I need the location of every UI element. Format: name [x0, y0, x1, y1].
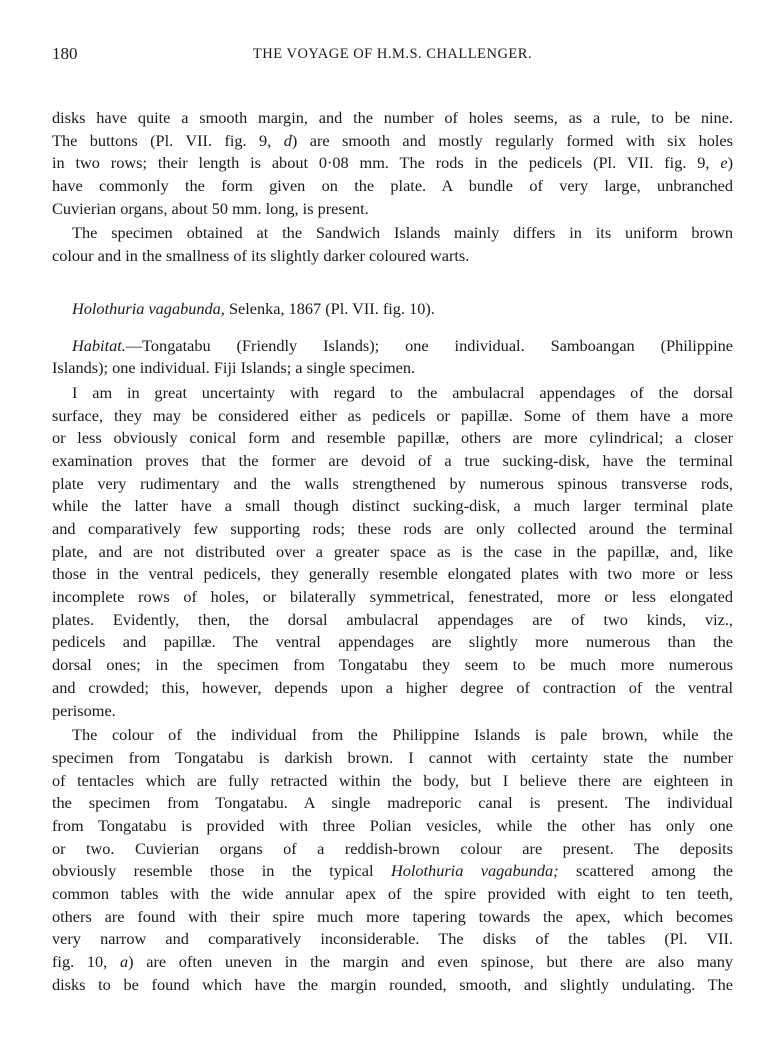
text-line	[52, 518, 733, 541]
italic-text: a	[119, 952, 129, 972]
text-segment: plates. Evidently, then, the dorsal ambulacral appendages are of two kinds, viz.,	[52, 609, 733, 629]
text-segment: colour and in the smallness of its slightly darker coloured warts.	[52, 246, 470, 266]
text-segment: The buttons (Pl. VII. fig. 9,	[52, 130, 284, 150]
text-segment: obviously resemble those in the typical	[52, 861, 391, 881]
text-line	[52, 724, 733, 747]
text-line	[52, 175, 733, 198]
text-segment: from Tongatabu is provided with three Polian vesicles, while the other has only one	[52, 815, 733, 835]
text-line	[52, 541, 733, 564]
running-header	[52, 44, 733, 66]
text-line	[52, 860, 733, 883]
text-line	[52, 815, 733, 838]
text-line	[52, 838, 733, 861]
text-line	[52, 495, 733, 518]
text-segment: very narrow and comparatively inconsiderable. The disks of the tables (Pl. VII.	[52, 929, 733, 949]
text-segment: examination proves that the former are devoid of a true sucking-disk, have the terminal	[52, 450, 733, 470]
text-line	[52, 951, 733, 974]
text-segment: )	[727, 153, 733, 173]
page-number: 180	[52, 44, 78, 63]
text-line	[52, 450, 733, 473]
page-body	[52, 107, 733, 996]
section-heading	[52, 298, 733, 321]
paragraph	[52, 107, 733, 220]
text-segment: ) are smooth and mostly regularly formed with six holes	[291, 130, 733, 150]
text-segment: and comparatively few supporting rods; these rods are only collected around the terminal	[52, 519, 733, 538]
text-segment: Cuvierian organs, about 50 mm. long, is present.	[52, 198, 369, 218]
text-segment: Islands); one individual. Fiji Islands; a single specimen.	[52, 358, 416, 378]
text-line	[52, 107, 733, 130]
text-segment: of tentacles which are fully retracted within the body, but I believe there are eighteen in	[52, 770, 733, 790]
text-segment: specimen from Tongatabu is darkish brown. I cannot with certainty state the number	[52, 747, 733, 767]
text-line	[52, 427, 733, 450]
text-segment: those in the ventral pedicels, they generally resemble elongated plates with two more or less	[52, 564, 733, 584]
text-segment: dorsal ones; in the specimen from Tongatabu they seem to be much more numerous	[52, 655, 733, 675]
italic-text: e	[720, 153, 728, 173]
text-segment: others are found with their spire much more tapering towards the apex, which becomes	[52, 906, 733, 926]
text-line	[52, 609, 733, 632]
text-line	[52, 198, 733, 221]
text-segment: the specimen from Tongatabu. A single madreporic canal is present. The individual	[52, 793, 733, 813]
text-line	[52, 473, 733, 496]
text-segment: incomplete rows of holes, or bilaterally symmetrical, fenestrated, more or less elongated	[52, 587, 733, 607]
italic-text: Holothuria vagabunda	[72, 298, 221, 318]
text-line	[52, 335, 733, 358]
text-segment: The colour of the individual from the Philippine Islands is pale brown, while the	[72, 725, 733, 745]
text-line	[52, 405, 733, 428]
text-line	[52, 357, 733, 380]
text-line	[52, 631, 733, 654]
running-title: THE VOYAGE OF H.M.S. CHALLENGER.	[252, 46, 533, 62]
text-line	[52, 222, 733, 245]
text-line	[52, 792, 733, 815]
text-segment: surface, they may be considered either as pedicels or papillæ. Some of them have a more	[52, 405, 733, 425]
text-line	[52, 654, 733, 677]
text-segment: plate, and are not distributed over a greater space as is the case in the papillæ, and, like	[52, 541, 733, 561]
text-segment: fig. 10,	[52, 952, 120, 972]
text-line	[52, 298, 733, 321]
text-segment: perisome.	[52, 700, 116, 720]
text-line	[52, 382, 733, 405]
text-line	[52, 883, 733, 906]
text-line	[52, 928, 733, 951]
text-segment: disks have quite a smooth margin, and the number of holes seems, as a rule, to be nine.	[52, 108, 733, 127]
italic-text: Holothuria vagabunda;	[390, 861, 559, 881]
text-line	[52, 677, 733, 700]
text-segment: —Tongatabu (Friendly Islands); one individual. Samboangan (Philippine	[125, 335, 733, 355]
text-line	[52, 245, 733, 268]
paragraph	[52, 724, 733, 996]
text-segment: common tables with the wide annular apex of the spire provided with eight to ten teeth,	[52, 884, 733, 903]
text-line	[52, 747, 733, 770]
text-segment: pedicels and papillæ. The ventral appendages are slightly more numerous than the	[52, 632, 733, 652]
text-segment: disks to be found which have the margin rounded, smooth, and slightly undulating. The	[52, 974, 733, 994]
text-segment: have commonly the form given on the plate. A bundle of very large, unbranched	[52, 176, 733, 196]
text-line	[52, 770, 733, 793]
text-segment: and crowded; this, however, depends upon a higher degree of contraction of the ventral	[52, 677, 733, 697]
italic-text: d	[283, 130, 292, 150]
text-line	[52, 906, 733, 929]
text-segment: The specimen obtained at the Sandwich Islands mainly differs in its uniform brown	[72, 223, 733, 243]
text-line	[52, 152, 733, 175]
text-segment: scattered among the	[558, 861, 734, 881]
text-line	[52, 974, 733, 997]
text-segment: or less obviously conical form and resemble papillæ, others are more cylindrical; a closer	[52, 428, 733, 448]
text-line	[52, 563, 733, 586]
text-line	[52, 130, 733, 153]
text-segment: while the latter have a small though distinct sucking-disk, a much larger terminal plate	[52, 496, 733, 516]
paragraph	[52, 222, 733, 267]
text-line	[52, 700, 733, 723]
paragraph	[52, 335, 733, 380]
text-line	[52, 586, 733, 609]
text-segment: I am in great uncertainty with regard to the ambulacral appendages of the dorsal	[72, 382, 733, 402]
paragraph	[52, 382, 733, 722]
text-segment: , Selenka, 1867 (Pl. VII. fig. 10).	[220, 298, 435, 318]
text-segment: ) are often uneven in the margin and even spinose, but there are also many	[128, 952, 733, 972]
text-segment: plate very rudimentary and the walls strengthened by numerous spinous transverse rods,	[52, 473, 733, 493]
text-segment: in two rows; their length is about 0·08 mm. The rods in the pedicels (Pl. VII. fig. 9,	[52, 153, 721, 173]
italic-text: Habitat.	[72, 335, 126, 355]
text-segment: or two. Cuvierian organs of a reddish-brown colour are present. The deposits	[52, 838, 733, 858]
